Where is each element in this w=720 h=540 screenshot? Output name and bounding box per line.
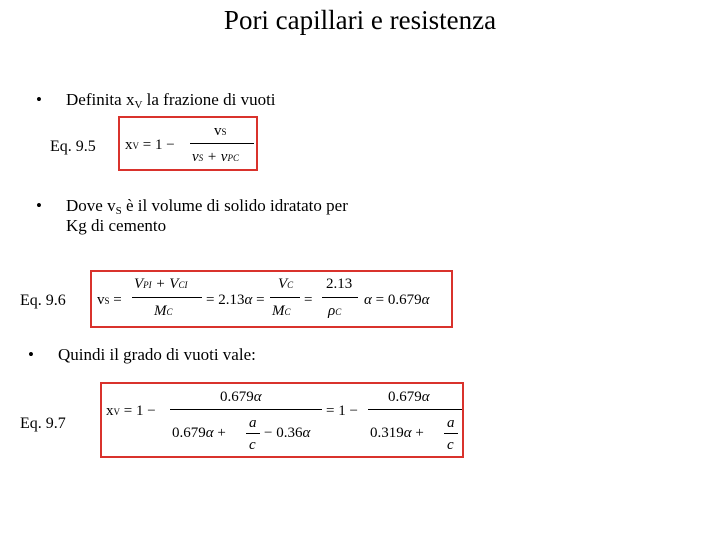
- eq-9-6-num1: VPI + VCI: [134, 276, 188, 292]
- bullet-vs-line2: Kg di cemento: [66, 216, 167, 235]
- bullet-dot: •: [36, 90, 42, 109]
- eq-label-9-6: Eq. 9.6: [20, 292, 66, 309]
- eq-9-6-num3: 2.13: [326, 276, 353, 292]
- eq-9-7-num1: 0.679α: [220, 389, 262, 405]
- eq-9-7-ac2-c: c: [447, 437, 454, 453]
- fraction-bar: [444, 433, 458, 434]
- eq-9-7-ac1-c: c: [249, 437, 256, 453]
- eq-9-7-ac2-a: a: [447, 415, 455, 431]
- eq-9-6-mid2: =: [304, 292, 313, 308]
- eq-9-7-lhs: xV = 1 −: [106, 403, 156, 419]
- bullet-dot: •: [28, 345, 34, 364]
- bullet-definition: • Definita $x_V$ la frazione di vuoti: [36, 90, 276, 111]
- slide-title: Pori capillari e resistenza: [223, 5, 497, 35]
- eq-9-6-den1: MC: [154, 303, 173, 319]
- eq-9-6-num2: VC: [278, 276, 294, 292]
- fraction-bar: [132, 297, 202, 298]
- eq-9-7-num2: 0.679α: [388, 389, 430, 405]
- eq-9-7-den1a: 0.679α +: [172, 425, 226, 441]
- equation-9-7: [100, 382, 464, 458]
- fraction-bar: [270, 297, 300, 298]
- fraction-bar: [322, 297, 358, 298]
- eq-9-6-lhs: vS =: [97, 292, 122, 308]
- bullet-conclusion: • Quindi il grado di vuoti vale:: [28, 345, 256, 364]
- eq-9-7-ac1-a: a: [249, 415, 257, 431]
- eq-label-9-7: Eq. 9.7: [20, 415, 66, 432]
- fraction-bar: [170, 409, 322, 410]
- eq-9-5-den: vS + vPC: [192, 149, 239, 165]
- eq-9-6-den3: ρC: [328, 303, 342, 319]
- eq-9-7-den1b: − 0.36α: [264, 425, 311, 441]
- eq-9-5-num: vS: [214, 123, 227, 139]
- eq-9-5-lhs: xV = 1 −: [125, 137, 175, 153]
- bullet-dot: •: [36, 196, 42, 215]
- eq-9-6-rhs: α = 0.679α: [364, 292, 430, 308]
- eq-9-7-mid: = 1 −: [326, 403, 358, 419]
- fraction-bar: [368, 409, 462, 410]
- eq-9-7-den2: 0.319α +: [370, 425, 424, 441]
- equation-9-6: [90, 270, 453, 328]
- fraction-bar: [190, 143, 254, 144]
- bullet-vs: • Dove $v_S$ è il volume di solido idratato per: [36, 196, 348, 217]
- eq-9-6-den2: MC: [272, 303, 291, 319]
- eq-9-6-mid1: = 2.13α =: [206, 292, 265, 308]
- equation-9-5: [118, 116, 258, 171]
- fraction-bar: [246, 433, 260, 434]
- eq-label-9-5: Eq. 9.5: [50, 138, 96, 155]
